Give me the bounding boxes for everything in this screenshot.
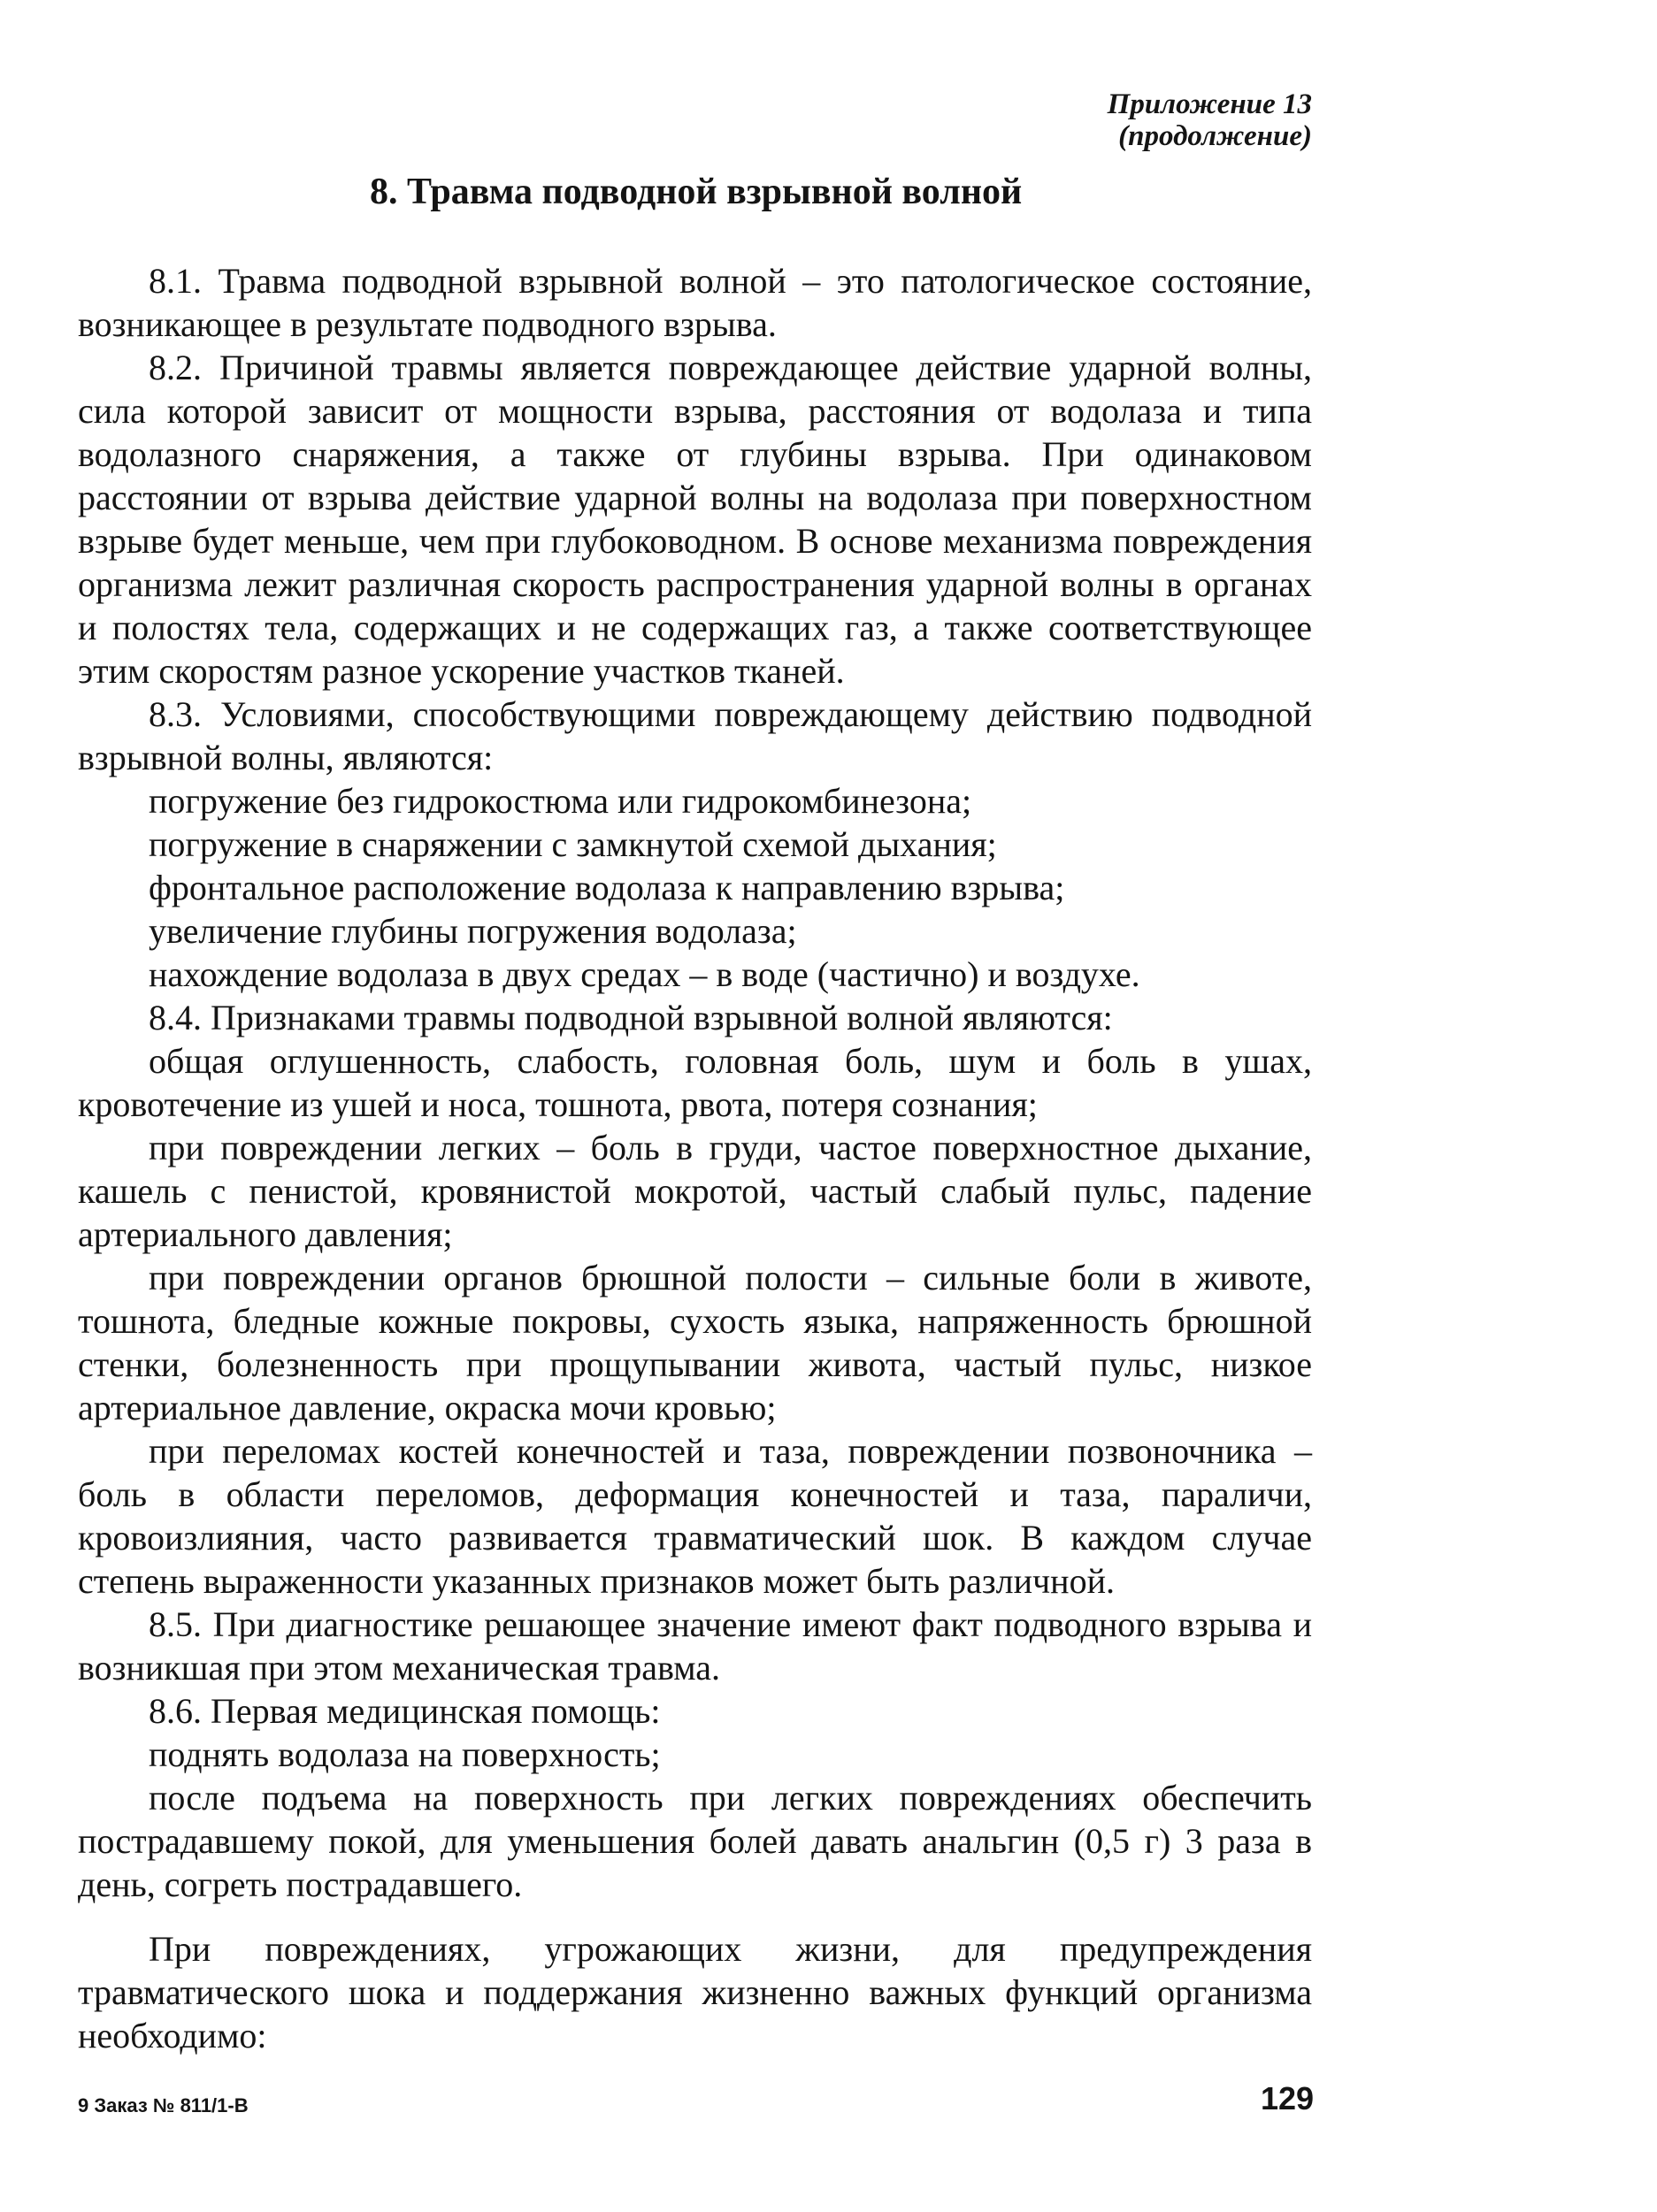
list-item: при повреждении легких – боль в груди, частое поверхностное дыхание, кашель с пенистой, кровянистой мокротой, частый слабый пульс, падение артериального давления;: [78, 1128, 1312, 1254]
paragraph-8-4: 8.4. Признаками травмы подводной взрывной волной являются:: [149, 998, 1113, 1037]
list-item: при повреждении органов брюшной полости – сильные боли в животе, тошнота, бледные кожные покровы, сухость языка, напряженность брюшной стенки, болезненность при прощупывании живота, частый пульс, низкое артериальное давление, окраска мочи кровью;: [78, 1258, 1312, 1427]
list-item: нахождение водолаза в двух средах – в воде (частично) и воздухе.: [149, 954, 1140, 994]
paragraph-8-1: 8.1. Травма подводной взрывной волной – это патологическое состояние, возникающее в результате подводного взрыва.: [78, 261, 1312, 344]
paragraph-8-5: 8.5. При диагностике решающее значение имеют факт подводного взрыва и возникшая при этом механическая травма.: [78, 1604, 1312, 1688]
paragraph-8-2: 8.2. Причиной травмы является повреждающее действие ударной волны, сила которой зависит от мощности взрыва, расстояния от водолаза и типа водолазного снаряжения, а также от глубины взрыва. При одинаковом расстоянии от взрыва действие ударной волны на водолаза при поверхностном взрыве будет меньше, чем при глубоководном. В основе механизма повреждения организма лежит различная скорость распространения ударной волны в органах и полостях тела, содержащих и не содержащих газ, а также соответствующее этим скоростям разное ускорение участков тканей.: [78, 348, 1312, 691]
list-item: при переломах костей конечностей и таза, повреждении позвоночника – боль в области переломов, деформация конечностей и таза, параличи, кровоизлияния, часто развивается травматический шок. В каждом случае степень выраженности указанных признаков может быть различной.: [78, 1431, 1312, 1601]
list-item: фронтальное расположение водолаза к направлению взрыва;: [149, 868, 1065, 907]
appendix-line-1: Приложение 13: [1107, 88, 1312, 120]
list-item: увеличение глубины погружения водолаза;: [149, 911, 797, 951]
paragraph-8-3: 8.3. Условиями, способствующими повреждающему действию подводной взрывной волны, являются:: [78, 694, 1312, 777]
list-item: погружение в снаряжении с замкнутой схемой дыхания;: [149, 824, 997, 864]
appendix-line-2: (продолжение): [1118, 120, 1312, 152]
appendix-label: [1108, 88, 1312, 152]
page-number: 129: [1261, 2080, 1315, 2116]
list-item: поднять водолаза на поверхность;: [149, 1734, 661, 1774]
print-mark: 9 Заказ № 811/1-В: [78, 2094, 249, 2116]
document-body: [78, 259, 1312, 2057]
list-item: погружение без гидрокостюма или гидрокомбинезона;: [149, 781, 972, 821]
paragraph-8-6: 8.6. Первая медицинская помощь:: [149, 1691, 661, 1731]
section-title: 8. Травма подводной взрывной волной: [370, 172, 1023, 212]
list-item: после подъема на поверхность при легких повреждениях обеспечить пострадавшему покой, для уменьшения болей давать анальгин (0,5 г) 3 раза в день, согреть пострадавшего.: [78, 1778, 1312, 1904]
list-item: общая оглушенность, слабость, головная боль, шум и боль в ушах, кровотечение из ушей и носа, тошнота, рвота, потеря сознания;: [78, 1041, 1312, 1124]
paragraph-closing: При повреждениях, угрожающих жизни, для предупреждения травматического шока и поддержания жизненно важных функций организма необходимо:: [78, 1929, 1312, 2055]
